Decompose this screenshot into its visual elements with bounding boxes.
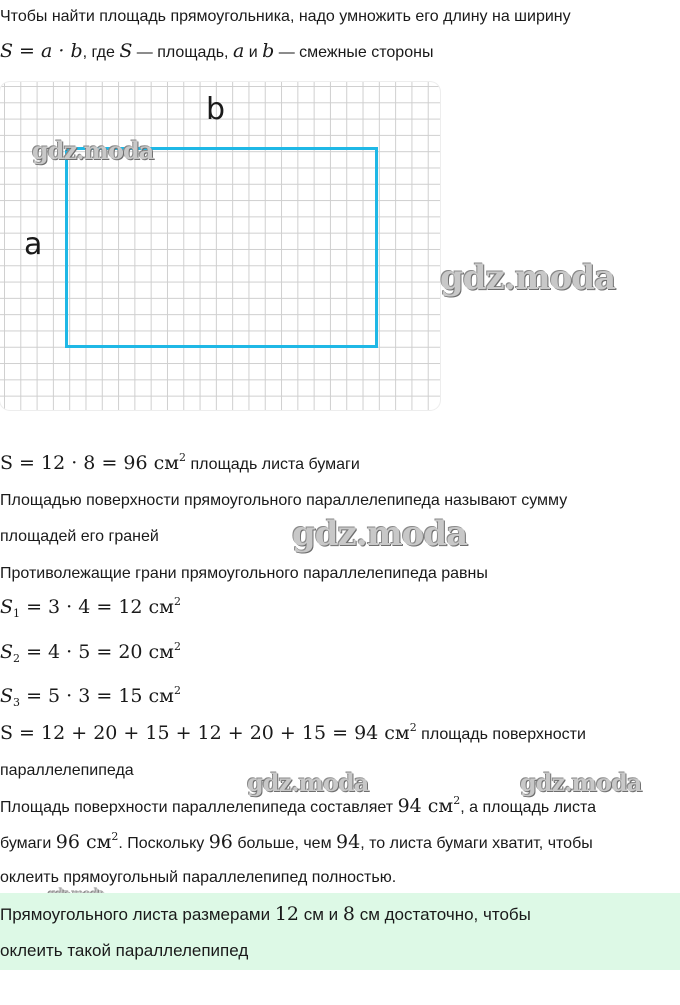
watermark: gdz.moda [32,136,154,165]
watermark: gdz.moda [247,768,369,797]
total-area-text: площадь поверхности [416,726,586,743]
rectangle-outline [65,147,378,348]
face-area-s2: $S_2 = 4 \cdot 5 = 20$ $см^2$ [0,640,181,665]
grid-figure [0,82,440,410]
formula-text: , где [82,44,120,61]
total-area-line [0,722,586,744]
surface-value: 94 $см^2$ [397,794,461,817]
face-area-s3: $S_3 = 5 \cdot 3 = 15$ $см^2$ [0,684,181,709]
comparison-line: оклеить прямоугольный параллелепипед полностью. [0,869,397,886]
total-area-text-cont: параллелепипеда [0,762,134,779]
formula-text: — смежные стороны [274,44,434,61]
surface-definition: площадей его граней [0,528,159,545]
area-formula: S = a · b [0,40,83,62]
intro-line: Чтобы найти площадь прямоугольника, надо умножить его длину на ширину [0,8,571,25]
paper-value: 96 $см^2$ [55,830,119,853]
total-area-formula: S = 12 + 20 + 15 + 12 + 20 + 15 = 94 $см^2$ [0,721,417,744]
answer-line: оклеить такой параллелепипед [0,941,249,960]
opposite-faces-statement: Противолежащие грани прямоугольного параллелепипеда равны [0,565,488,582]
side-label-a: a [24,227,43,262]
comparison-line: Площадь поверхности параллелепипеда составляет 94 $см^2$, а площадь листа [0,794,597,817]
face-area-s1: $S_1 = 3 \cdot 4 = 12$ $см^2$ [0,595,181,620]
area-formula-line [0,40,433,62]
formula-text: — площадь, [132,44,233,61]
paper-area-text: площадь листа бумаги [186,456,360,473]
watermark: gdz.moda [292,514,468,554]
surface-definition: Площадью поверхности прямоугольного параллелепипеда называют сумму [0,492,568,509]
answer-box [0,893,680,970]
watermark: gdz.moda [520,768,642,797]
s-variable: S [119,40,133,62]
answer-line: Прямоугольного листа размерами 12 см и 8 см достаточно, чтобы [0,903,531,925]
formula-text: и [244,44,263,61]
paper-area-formula: S = 12 · 8 = 96 $см^2$ [0,451,187,474]
b-variable: b [262,40,275,62]
paper-area-line [0,452,360,474]
comparison-line: бумаги 96 $см^2$. Поскольку 96 больше, чем 94, то листа бумаги хватит, чтобы [0,830,593,853]
watermark: gdz.moda [440,258,616,298]
side-label-b: b [206,92,226,127]
a-variable: a [232,40,245,62]
